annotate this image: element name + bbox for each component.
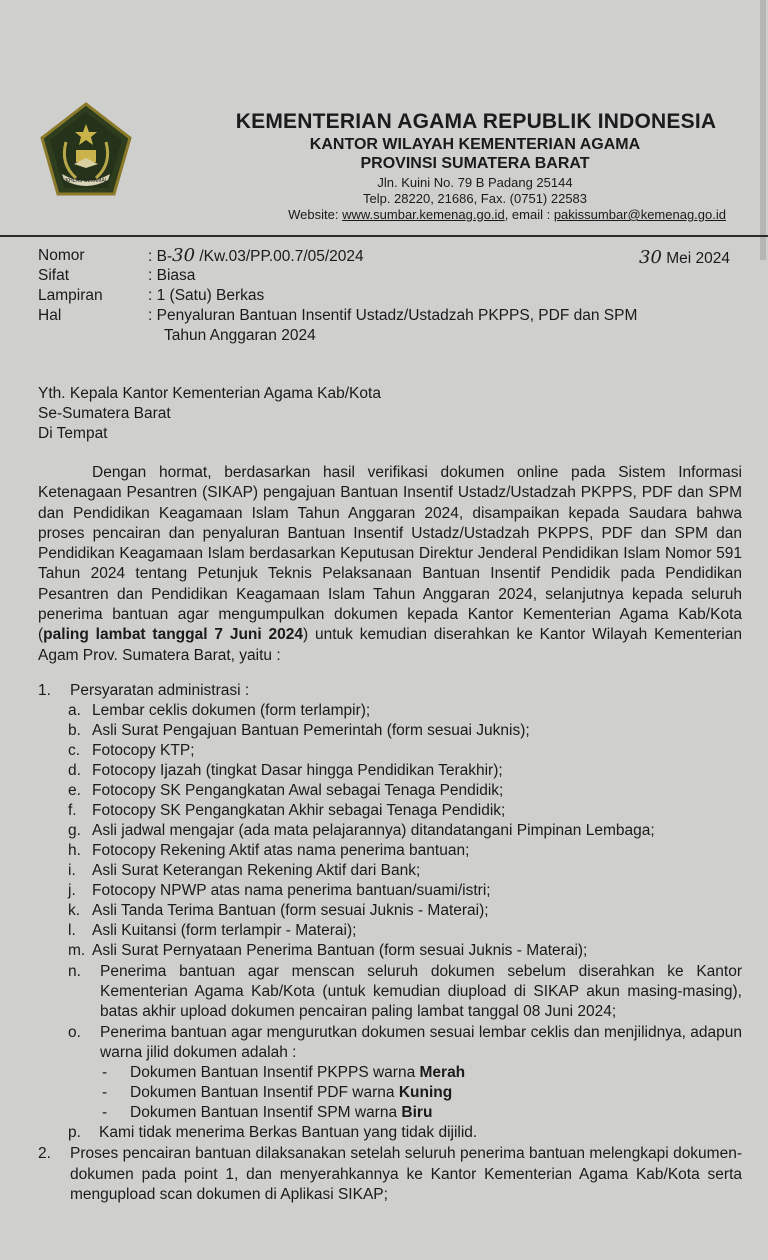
subitem-row bbox=[38, 941, 742, 961]
color-dash: - bbox=[102, 1104, 108, 1122]
hal-label: Hal bbox=[38, 307, 62, 324]
subitem-marker: d. bbox=[68, 762, 81, 779]
intro-text-a: Dengan hormat, berdasarkan hasil verifikasi dokumen online pada Sistem Informasi Ketenagaan Pesantren (SIKAP) pengajuan Bantuan Insentif Ustadz/Ustadzah PKPPS, PDF dan SPM dan Pendidikan Keagamaan Islam Tahun Anggaran 2024, disampaikan kepada Saudara bahwa proses pencairan dan penyaluran Bantuan Insentif Ustadz/Ustadzah PKPPS, PDF dan SPM dan Pendidikan Keagamaan Islam berdasarkan Keputusan Direktur Jenderal Pendidikan Islam Nomor 591 Tahun 2024 tentang Petunjuk Teknis Pelaksanaan Bantuan Insentif Pendidik pada Pendidikan Pesantren dan Pendidikan Keagamaan Islam Tahun Anggaran 2024, selanjutnya kepada seluruh penerima bantuan agar mengumpulkan dokumen kepada Kantor Kementerian Agama Kab/Kota ( bbox=[38, 464, 742, 644]
subitem-row bbox=[38, 761, 742, 781]
color-label: Dokumen Bantuan Insentif PDF warna bbox=[130, 1084, 399, 1102]
color-text bbox=[130, 1103, 432, 1123]
office-name: KANTOR WILAYAH KEMENTERIAN AGAMA bbox=[309, 136, 641, 153]
subitem-text: Fotocopy NPWP atas nama penerima bantuan/suami/istri; bbox=[92, 882, 491, 899]
item-1-title: Persyaratan administrasi : bbox=[70, 682, 250, 699]
kemenag-emblem-icon bbox=[38, 102, 134, 198]
scan-edge bbox=[760, 0, 766, 260]
subitem-p-marker: p. bbox=[68, 1124, 81, 1142]
item-1-number: 1. bbox=[38, 682, 51, 699]
color-name: Biru bbox=[401, 1104, 433, 1122]
color-row bbox=[38, 1103, 742, 1123]
subitem-row bbox=[38, 881, 742, 901]
date-handwritten: 30 bbox=[639, 247, 662, 268]
subitem-marker: f. bbox=[68, 802, 77, 819]
hal-line2: Tahun Anggaran 2024 bbox=[164, 327, 316, 344]
color-dash: - bbox=[102, 1084, 108, 1102]
subitem-marker: b. bbox=[68, 722, 81, 739]
letter-date bbox=[639, 247, 730, 268]
office-address: Jln. Kuini No. 79 B Padang 25144 bbox=[377, 175, 573, 190]
subitem-marker: c. bbox=[68, 742, 81, 759]
subitem-text: Asli Kuitansi (form terlampir - Materai); bbox=[92, 922, 357, 939]
color-dash: - bbox=[102, 1064, 108, 1082]
subitem-o-text: Penerima bantuan agar mengurutkan dokumen sesuai lembar ceklis dan menjilidnya, adapun warna jilid dokumen adalah : bbox=[100, 1024, 742, 1062]
subitem-marker: k. bbox=[68, 902, 81, 919]
subitem-marker: g. bbox=[68, 822, 81, 839]
color-label: Dokumen Bantuan Insentif PKPPS warna bbox=[130, 1064, 420, 1082]
color-text bbox=[130, 1083, 452, 1103]
nomor-label: Nomor bbox=[38, 247, 85, 264]
item-2-text: Proses pencairan bantuan dilaksanakan setelah seluruh penerima bantuan melengkapi dokumen-dokumen pada point 1, dan menyerahkannya ke Kantor Kementerian Agama Kab/Kota serta mengupload scan dokumen di Aplikasi SIKAP; bbox=[70, 1145, 742, 1203]
subitem-n bbox=[38, 962, 742, 1022]
subitem-n-marker: n. bbox=[68, 963, 81, 980]
subitem-text: Asli Surat Pengajuan Bantuan Pemerintah (form sesuai Juknis); bbox=[92, 722, 530, 739]
item-1 bbox=[38, 681, 742, 701]
subitem-row bbox=[38, 901, 742, 921]
recipient-line3: Di Tempat bbox=[38, 425, 108, 442]
intro-deadline: paling lambat tanggal 7 Juni 2024 bbox=[43, 626, 304, 644]
subitem-row bbox=[38, 821, 742, 841]
item-2 bbox=[38, 1144, 742, 1204]
email-link[interactable]: pakissumbar@kemenag.go.id bbox=[553, 207, 726, 222]
nomor-handwritten: 30 bbox=[172, 245, 196, 266]
subitem-o-marker: o. bbox=[68, 1024, 81, 1042]
subitem-row bbox=[38, 801, 742, 821]
intro-text-b: ) untuk kemudian diserahkan ke Kantor Wilayah Kementerian Agam Prov. Sumatera Barat, yaitu : bbox=[38, 626, 742, 664]
binding-color-list bbox=[38, 1063, 742, 1123]
subitem-text: Asli jadwal mengajar (ada mata pelajarannya) ditandatangani Pimpinan Lembaga; bbox=[92, 822, 655, 839]
website-label: Website: bbox=[288, 207, 343, 222]
sifat-label: Sifat bbox=[38, 267, 70, 284]
color-name: Kuning bbox=[398, 1084, 453, 1102]
lampiran-label: Lampiran bbox=[38, 287, 103, 304]
intro-paragraph bbox=[38, 463, 742, 666]
subitem-row bbox=[38, 781, 742, 801]
color-name: Merah bbox=[419, 1064, 466, 1082]
subitem-p bbox=[38, 1123, 742, 1143]
color-row bbox=[38, 1083, 742, 1103]
subitem-marker: m. bbox=[68, 942, 86, 959]
subitem-marker: h. bbox=[68, 842, 81, 859]
subitem-text: Fotocopy Rekening Aktif atas nama penerima bantuan; bbox=[92, 842, 470, 859]
subitem-marker: a. bbox=[68, 702, 81, 719]
emblem-motto: IKHLAS BERAMAL bbox=[64, 178, 108, 184]
subitem-row bbox=[38, 701, 742, 721]
subitem-text: Fotocopy KTP; bbox=[92, 742, 195, 759]
subitem-p-text: Kami tidak menerima Berkas Bantuan yang tidak dijilid. bbox=[99, 1124, 478, 1142]
color-row bbox=[38, 1063, 742, 1083]
subitem-row bbox=[38, 741, 742, 761]
subitem-text: Fotocopy SK Pengangkatan Akhir sebagai Tenaga Pendidik; bbox=[92, 802, 506, 819]
subitem-marker: j. bbox=[68, 882, 76, 899]
subitem-text: Lembar ceklis dokumen (form terlampir); bbox=[92, 702, 371, 719]
subitem-marker: i. bbox=[68, 862, 76, 879]
recipient-line1: Yth. Kepala Kantor Kementerian Agama Kab/Kota bbox=[38, 385, 381, 402]
recipient-line2: Se-Sumatera Barat bbox=[38, 405, 171, 422]
subitem-text: Asli Surat Keterangan Rekening Aktif dari Bank; bbox=[92, 862, 421, 879]
date-rest: Mei 2024 bbox=[661, 250, 730, 267]
subitem-list bbox=[38, 701, 742, 961]
subitem-text: Asli Surat Pernyataan Penerima Bantuan (form sesuai Juknis - Materai); bbox=[92, 942, 588, 959]
subitem-row bbox=[38, 721, 742, 741]
lampiran-value: : 1 (Satu) Berkas bbox=[148, 287, 265, 304]
subitem-n-text: Penerima bantuan agar menscan seluruh dokumen sebelum diserahkan ke Kantor Kementerian Agama Kab/Kota (untuk kemudian diupload di SIKAP akun masing-masing), batas akhir upload dokumen pencairan paling lambat tanggal 08 Juni 2024; bbox=[100, 963, 742, 1021]
color-text bbox=[130, 1063, 465, 1083]
hal-line1: : Penyaluran Bantuan Insentif Ustadz/Ustadzah PKPPS, PDF dan SPM bbox=[148, 307, 638, 324]
province-name: PROVINSI SUMATERA BARAT bbox=[360, 155, 590, 172]
sifat-value: : Biasa bbox=[148, 267, 196, 284]
email-label: , email : bbox=[504, 207, 554, 222]
office-contacts bbox=[226, 207, 726, 222]
subitem-text: Fotocopy Ijazah (tingkat Dasar hingga Pendidikan Terakhir); bbox=[92, 762, 503, 779]
subitem-row bbox=[38, 841, 742, 861]
subitem-row bbox=[38, 861, 742, 881]
subitem-row bbox=[38, 921, 742, 941]
nomor-suffix: /Kw.03/PP.00.7/05/2024 bbox=[195, 248, 364, 265]
header-divider bbox=[0, 235, 768, 237]
subitem-text: Fotocopy SK Pengangkatan Awal sebagai Tenaga Pendidik; bbox=[92, 782, 504, 799]
subitem-marker: l. bbox=[68, 922, 76, 939]
color-label: Dokumen Bantuan Insentif SPM warna bbox=[130, 1104, 402, 1122]
subitem-marker: e. bbox=[68, 782, 81, 799]
nomor-prefix: : B- bbox=[148, 248, 173, 265]
requirements-list bbox=[38, 681, 742, 1205]
subitem-o bbox=[38, 1023, 742, 1063]
ministry-name: KEMENTERIAN AGAMA REPUBLIK INDONESIA bbox=[235, 110, 717, 133]
office-phone: Telp. 28220, 21686, Fax. (0751) 22583 bbox=[362, 191, 588, 206]
subitem-text: Asli Tanda Terima Bantuan (form sesuai Juknis - Materai); bbox=[92, 902, 489, 919]
website-link[interactable]: www.sumbar.kemenag.go.id bbox=[342, 207, 505, 222]
item-2-number: 2. bbox=[38, 1145, 51, 1163]
